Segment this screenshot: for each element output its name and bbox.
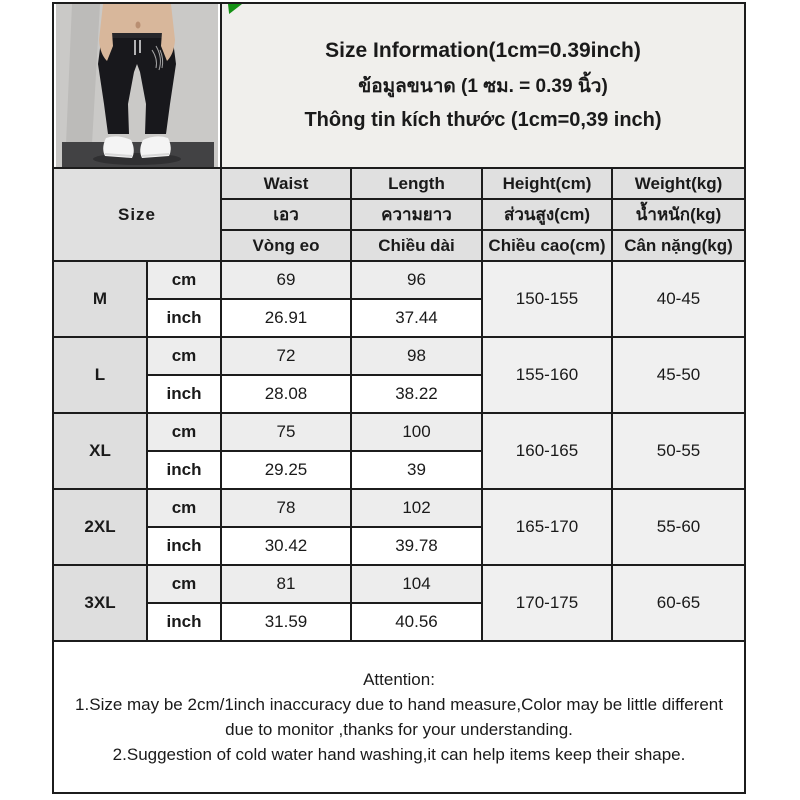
header-row-english [53,168,745,199]
weight-range-value: 45-50 [612,337,745,413]
col-header-height-vi: Chiều cao(cm) [482,230,612,261]
height-range-value: 160-165 [482,413,612,489]
green-corner-marker-icon [228,4,242,14]
length-inch-value: 39 [351,451,482,489]
size-value: M [53,261,147,337]
height-range-value: 165-170 [482,489,612,565]
col-header-height-en: Height(cm) [482,168,612,199]
attention-row [53,641,745,793]
attention-note [53,641,745,793]
col-header-height-th: ส่วนสูง(cm) [482,199,612,230]
length-cm-value: 98 [351,337,482,375]
col-header-waist-en: Waist [221,168,351,199]
waist-cm-value: 69 [221,261,351,299]
size-value: 3XL [53,565,147,641]
title-english: Size Information(1cm=0.39inch) [325,39,641,62]
unit-label-inch: inch [147,527,221,565]
weight-range-value: 40-45 [612,261,745,337]
waist-inch-value: 30.42 [221,527,351,565]
attention-label: Attention: [363,670,435,689]
size-value: 2XL [53,489,147,565]
col-header-weight-vi: Cân nặng(kg) [612,230,745,261]
col-header-length-en: Length [351,168,482,199]
row-xl-cm [53,413,745,451]
unit-label-inch: inch [147,299,221,337]
col-header-waist-vi: Vòng eo [221,230,351,261]
length-inch-value: 39.78 [351,527,482,565]
unit-label-inch: inch [147,375,221,413]
row-2xl-cm [53,489,745,527]
length-inch-value: 40.56 [351,603,482,641]
length-inch-value: 38.22 [351,375,482,413]
unit-label-inch: inch [147,451,221,489]
waist-cm-value: 81 [221,565,351,603]
size-header-cell: Size [53,168,221,261]
photo-title-row [53,3,745,168]
row-l-cm [53,337,745,375]
col-header-weight-en: Weight(kg) [612,168,745,199]
height-range-value: 150-155 [482,261,612,337]
product-photo [56,4,218,167]
weight-range-value: 60-65 [612,565,745,641]
waist-inch-value: 31.59 [221,603,351,641]
col-header-waist-th: เอว [221,199,351,230]
height-range-value: 170-175 [482,565,612,641]
row-m-cm [53,261,745,299]
unit-label-cm: cm [147,261,221,299]
product-photo-cell [53,3,221,168]
unit-label-cm: cm [147,337,221,375]
unit-label-cm: cm [147,489,221,527]
size-value: L [53,337,147,413]
length-cm-value: 104 [351,565,482,603]
col-header-length-th: ความยาว [351,199,482,230]
weight-range-value: 55-60 [612,489,745,565]
col-header-length-vi: Chiều dài [351,230,482,261]
length-cm-value: 96 [351,261,482,299]
title-thai: ข้อมูลขนาด (1 ซม. = 0.39 นิ้ว) [358,76,608,97]
size-value: XL [53,413,147,489]
waist-cm-value: 75 [221,413,351,451]
waist-inch-value: 26.91 [221,299,351,337]
waist-cm-value: 72 [221,337,351,375]
waist-inch-value: 29.25 [221,451,351,489]
unit-label-cm: cm [147,413,221,451]
col-header-weight-th: น้ำหนัก(kg) [612,199,745,230]
unit-label-cm: cm [147,565,221,603]
row-3xl-cm [53,565,745,603]
length-cm-value: 102 [351,489,482,527]
size-chart-table [52,2,746,794]
height-range-value: 155-160 [482,337,612,413]
length-inch-value: 37.44 [351,299,482,337]
waist-inch-value: 28.08 [221,375,351,413]
attention-line-1: 1.Size may be 2cm/1inch inaccuracy due to hand measure,Color may be little different [75,695,723,714]
attention-line-3: 2.Suggestion of cold water hand washing,it can help items keep their shape. [112,745,686,764]
title-cell [221,3,745,168]
attention-line-2: due to monitor ,thanks for your understanding. [225,720,573,739]
weight-range-value: 50-55 [612,413,745,489]
length-cm-value: 100 [351,413,482,451]
unit-label-inch: inch [147,603,221,641]
waist-cm-value: 78 [221,489,351,527]
title-vietnamese: Thông tin kích thước (1cm=0,39 inch) [304,109,662,131]
